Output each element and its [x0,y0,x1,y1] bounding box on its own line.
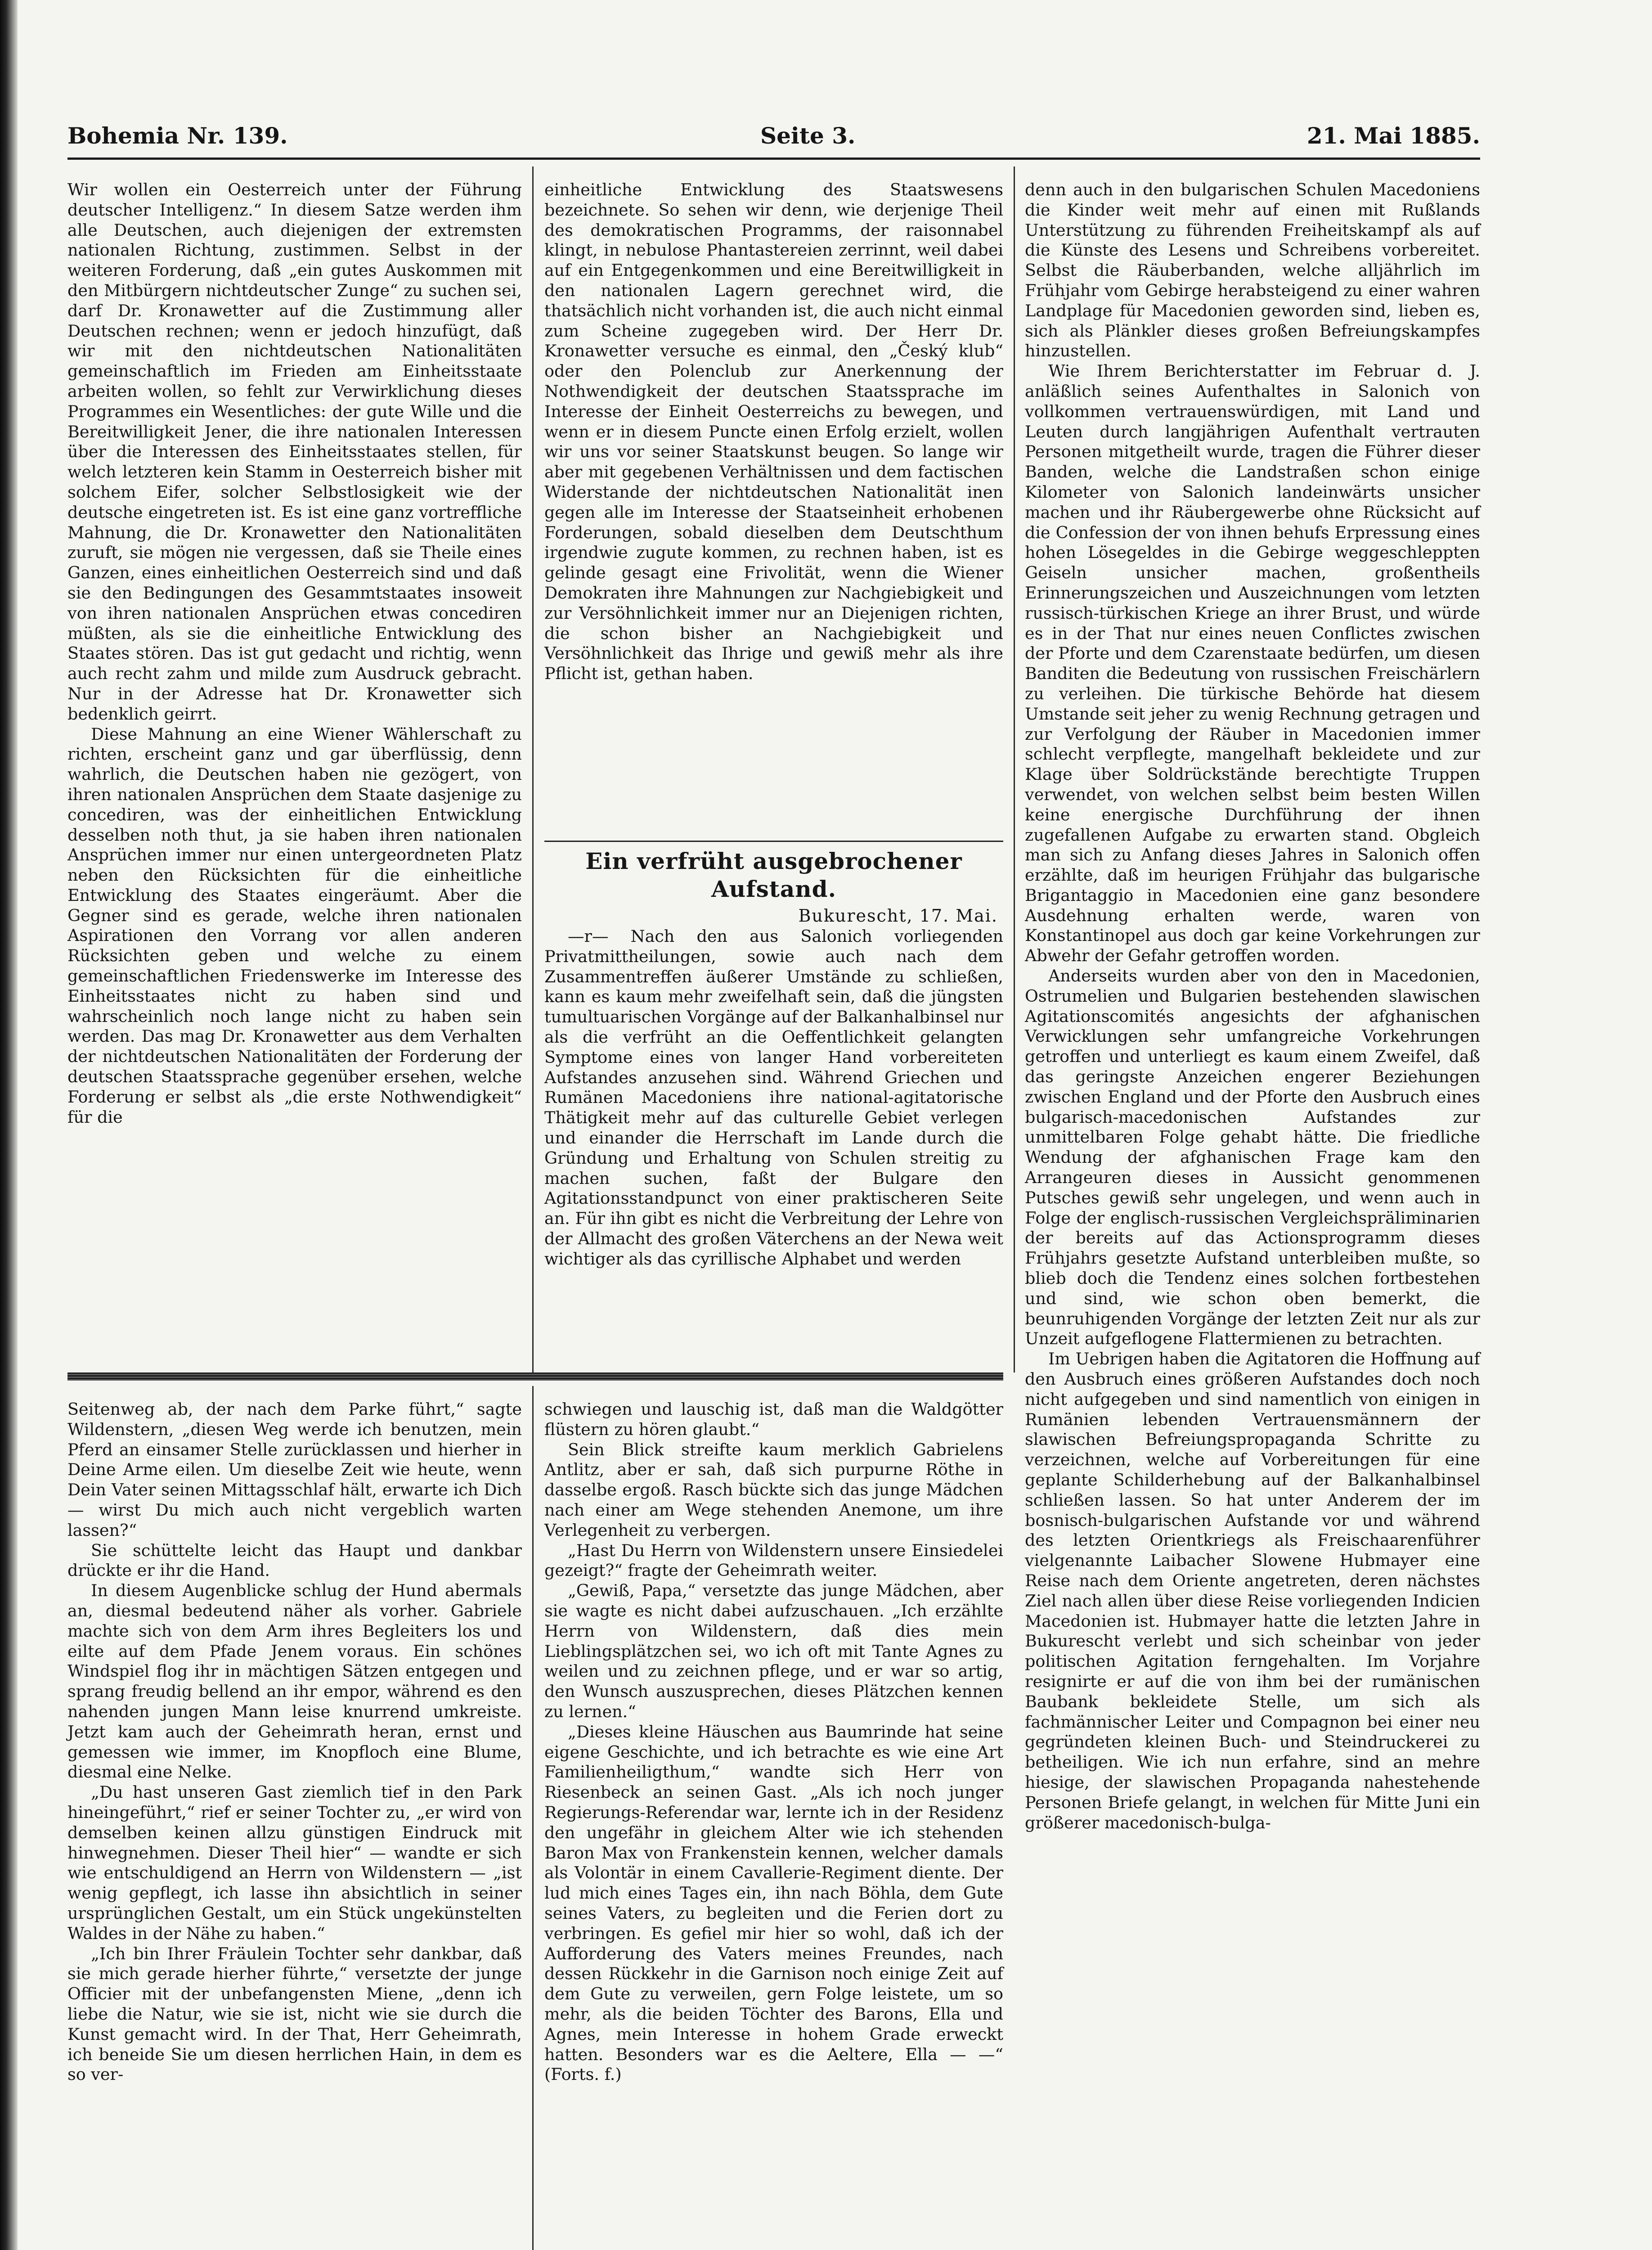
column-1-editorial [67,180,522,1368]
page-header [67,122,1480,157]
feuilleton-paragraph-5: „Ich bin Ihrer Fräulein Tochter sehr dankbar, daß sie mich gerade hierher führte,“ versetzte der junge Officier mit der unbefangensten Miene, „denn ich liebe die Natur, wie sie ist, nicht wie sie durch die Kunst gemacht wird. In der That, Herr Geheimrath, ich beneide Sie um diesen herrlichen Hain, in dem es so ver- [67,1944,522,2084]
editorial-paragraph-2: Diese Mahnung an eine Wiener Wählerschaft zu richten, erscheint ganz und gar überflüssig, denn wahrlich, die Deutschen haben nie gezögert, von ihren nationalen Ansprüchen dem Staate dasjenige zu concediren, was der einheitlichen Entwicklung desselben noth thut, ja sie haben ihren nationalen Ansprüchen immer nur einen untergeordneten Platz neben den Rücksichten für die einheitliche Entwicklung des Staates eingeräumt. Aber die Gegner sind es gerade, welche ihren nationalen Aspirationen den Vorrang vor allen anderen Rücksichten geben und welche zu einem gemeinschaftlichen Friedenswerke im Interesse des Einheitsstaates nicht zu haben sind und wahrscheinlich noch lange nicht zu haben sein werden. Das mag Dr. Kronawetter aus dem Verhalten der nichtdeutschen Nationalitäten der Forderung der deutschen Staatssprache gegenüber ersehen, welche Forderung er selbst als „die erste Nothwendigkeit“ für die [67,724,522,1127]
feuilleton-separator [67,1372,1003,1381]
feuilleton-paragraph-6: schwiegen und lauschig ist, daß man die Waldgötter flüstern zu hören glaubt.“ [544,1400,1003,1439]
editorial-paragraph-1: Wir wollen ein Oesterreich unter der Führung deutscher Intelligenz.“ In diesem Satze werden ihm alle Deutschen, auch diejenigen der extremsten nationalen Richtung, zustimmen. Selbst in der weiteren Forderung, daß „ein gutes Auskommen mit den Mitbürgern nichtdeutscher Zunge“ zu suchen sei, darf Dr. Kronawetter auf die Zustimmung aller Deutschen rechnen; wenn er jedoch hinzufügt, daß wir mit den nichtdeutschen Nationalitäten gemeinschaftlich im Frieden am Einheitsstaate arbeiten wollen, so fehlt zur Verwirklichung dieses Programmes ein Wesentliches: der gute Wille und die Bereitwilligkeit Jener, die ihre nationalen Interessen über die Interessen des Einheitsstaates stellen, für welch letzteren kein Stamm in Oesterreich bisher mit solchem Eifer, solcher Selbstlosigkeit wie der deutsche eingetreten ist. Es ist eine ganz vortreffliche Mahnung, die Dr. Kronawetter den Nationalitäten zuruft, sie mögen nie vergessen, daß sie Theile eines Ganzen, eines einheitlichen Oesterreich sind und daß sie den Bedingungen des Gesammtstaates insoweit von ihren nationalen Ansprüchen etwas concediren müßten, als sie die einheitliche Entwicklung des Staates stören. Das ist gut gedacht und richtig, wenn auch recht zahm und milde zum Ausdruck gebracht. Nur in der Adresse hat Dr. Kronawetter sich bedenklich geirrt. [67,180,522,724]
column-3 [1025,180,1481,1832]
feuilleton-paragraph-4: „Du hast unseren Gast ziemlich tief in den Park hineingeführt,“ rief er seiner Tochter zu, „er wird von demselben keinen allzu günstigen Eindruck mit hinwegnehmen. Dieser Theil hier“ — wandte er sich wie entschuldigend an Herrn von Wildenstern — „ist wenig gepflegt, ich lasse ihn absichtlich in seiner ursprünglichen Gestalt, um ein Stück ungekünstelten Waldes in der Nähe zu haben.“ [67,1782,522,1943]
article-title: Ein verfrüht ausgebrochener Aufstand. [585,848,962,902]
header-rule [67,158,1480,160]
feuilleton-paragraph-10: „Dieses kleine Häuschen aus Baumrinde hat seine eigene Geschichte, und ich betrachte es wie eine Art Familienheiligthum,“ wandte sich Herr von Riesenbeck an seinen Gast. „Als ich noch junger Regierungs-Referendar war, lernte ich in der Residenz den ungefähr in gleichem Alter wie ich stehenden Baron Max von Frankenstein kennen, welcher damals als Volontär in einem Cavallerie-Regiment diente. Der lud mich eines Tages ein, ihn nach Böhla, dem Gute seines Vaters, zu begleiten und die Ferien dort zu verbringen. Es gefiel mir hier so wohl, daß ich der Aufforderung des Vaters meines Freundes, nach dessen Rückkehr in die Garnison noch einige Zeit auf dem Gute zu verweilen, gern Folge leistete, um so mehr, als die beiden Töchter des Barons, Ella und Agnes, mein Interesse in hohem Grade erweckt hatten. Besonders war es die Aeltere, Ella — —“ (Forts. f.) [544,1722,1003,2084]
feuilleton-paragraph-8: „Hast Du Herrn von Wildenstern unsere Einsiedelei gezeigt?“ fragte der Geheimrath weiter. [544,1540,1003,1580]
header-publication: Bohemia Nr. 139. [67,122,288,149]
article-paragraph-2: denn auch in den bulgarischen Schulen Macedoniens die Kinder weit mehr auf einen mit Rußlands Unterstützung zu führenden Freiheitskampf als auf die Künste des Lesens und Schreibens vorbereitet. Selbst die Räuberbanden, welche alljährlich im Frühjahr vom Gebirge herabsteigend zu einer wahren Landplage für Macedonien geworden sind, lieben es, sich als Plänkler dieses großen Befreiungskampfes hinzustellen. [1025,180,1480,361]
feuilleton-paragraph-2: Sie schüttelte leicht das Haupt und dankbar drückte er ihr die Hand. [67,1540,522,1580]
article-paragraph-5: Im Uebrigen haben die Agitatoren die Hoffnung auf den Ausbruch eines größeren Aufstandes doch noch nicht aufgegeben und sind namentlich von einigen in Rumänien lebenden Vertrauensmännern der slawischen Befreiungspropaganda Schritte zu verzeichnen, welche auf Vorbereitungen für eine geplante Schilderhebung auf der Balkanhalbinsel schließen lassen. So hat unter Anderem der im bosnisch-bulgarischen Aufstande vor und während des letzten Orientkriegs als Freischaarenführer vielgenannte Laibacher Slowene Hubmayer eine Reise nach dem Oriente angetreten, deren nächstes Ziel nach allen über diese Reise vorliegenden Indicien Macedonien ist. Hubmayer hatte die letzten Jahre in Bukurescht verlebt und sich scheinbar von jeder politischen Agitation ferngehalten. Im Vorjahre resignirte er auf die von ihm bei der rumänischen Baubank bekleidete Stelle, um sich als fachmännischer Leiter und Compagnon bei einer neu gegründeten kleinen Buch- und Steindruckerei zu betheiligen. Wie ich nun erfahre, sind an mehre hiesige, der slawischen Propaganda nahestehende Personen Briefe gelangt, in welchen für Mitte Juni ein größerer macedonisch-bulga- [1025,1349,1481,1832]
feuilleton-column-1 [67,1400,522,2250]
editorial-continuation: einheitliche Entwicklung des Staatswesens bezeichnete. So sehen wir denn, wie derjenige Theil des demokratischen Programms, der raisonnabel klingt, in nebulose Phantastereien zerrinnt, weil dabei auf ein Entgegenkommen und eine Bereitwilligkeit in den nationalen Lagern gerechnet wird, die thatsächlich nicht vorhanden ist, die auch nicht einmal zum Scheine zugegeben wird. Der Herr Dr. Kronawetter versuche es einmal, den „Český klub“ oder den Polenclub zur Anerkennung der Nothwendigkeit der deutschen Staatssprache im Interesse der Einheit Oesterreichs zu bewegen, und wenn er in diesem Puncte einen Erfolg erzielt, wollen wir uns vor seiner Staatskunst beugen. So lange wir aber mit gegebenen Verhältnissen und dem factischen Widerstande der nichtdeutschen Nationalität inen gegen alle im Interesse der Staatseinheit erhobenen Forderungen, sobald dieselben dem Deutschthum irgendwie zugute kommen, zu rechnen haben, ist es gelinde gesagt eine Frivolität, wenn die Wiener Demokraten ihre Mahnungen zur Nachgiebigkeit und zur Versöhnlichkeit immer nur an Diejenigen richten, die schon bisher an Nachgiebigkeit und Versöhnlichkeit das Ihrige und gewiß mehr als ihre Pflicht ist, gethan haben. [544,180,1003,684]
column-rule-1 [532,166,534,1372]
feuilleton-paragraph-3: In diesem Augenblicke schlug der Hund abermals an, diesmal bedeutend näher als vorher. Gabriele machte sich von dem Arm ihres Begleiters los und eilte auf dem Pfade Jenem voraus. Ein schönes Windspiel flog ihr in mächtigen Sätzen entgegen und sprang freudig bellend an ihr empor, während es den nahenden jungen Mann leise knurrend umkreiste. Jetzt kam auch der Geheimrath heran, ernst und gemessen wie immer, im Knopfloch eine Blume, diesmal eine Nelke. [67,1581,522,1782]
article-paragraph-3: Wie Ihrem Berichterstatter im Februar d. J. anläßlich seines Aufenthaltes in Salonich von vollkommen vertrauenswürdigen, mit Land und Leuten durch langjährigen Aufenthalt vertrauten Personen mitgetheilt wurde, tragen die Führer dieser Banden, welche die Landstraßen schon einige Kilometer von Salonich landeinwärts unsicher machen und ihr Räubergewerbe ohne Rücksicht auf die Confession der von ihnen behufs Erpressung eines hohen Lösegeldes in die Gebirge weggeschleppten Geiseln unsicher machen, großentheils Erinnerungszeichen und Auszeichnungen vom letzten russisch-türkischen Kriege an ihrer Brust, und würde es in der That nur eines neuen Conflictes zwischen der Pforte und dem Czarenstaate bedürfen, um diesen Banditen die Bedeutung von russischen Freischärlern zu verleihen. Die türkische Behörde hat diesem Umstande seit jeher zu wenig Rechnung getragen und zur Verfolgung der Räuber in Macedonien immer schlecht verpflegte, mangelhaft bekleidete und zur Klage über Soldrückstände berechtigte Truppen verwendet, von welchen selbst beim besten Willen keine energische Durchführung der ihnen zugefallenen Aufgabe zu erwarten stand. Obgleich man sich zu Anfang dieses Jahres in Salonich offen erzählte, daß im heurigen Frühjahr das bulgarische Brigantaggio in Macedonien eine ganz besondere Ausdehnung erhalten werde, waren von Konstantinopel aus doch gar keine Vorkehrungen zur Abwehr der Gefahr getroffen worden. [1025,361,1480,966]
header-page-number: Seite 3. [760,122,856,149]
scan-binding-shadow [0,0,18,2250]
feuilleton-column-2 [544,1400,1003,2250]
article-dateline: Bukurescht, 17. Mai. [798,906,998,926]
feuilleton-paragraph-1: Seitenweg ab, der nach dem Parke führt,“ sagte Wildenstern, „diesen Weg werde ich benutzen, mein Pferd an einsamer Stelle zurücklassen und hierher in Deine Arme eilen. Um dieselbe Zeit wie heute, wenn Dein Vater seinen Mittagsschlaf hält, erwarte ich Dich — wirst Du mich auch nicht vergeblich warten lassen?“ [67,1400,522,1540]
article-paragraph-4: Anderseits wurden aber von den in Macedonien, Ostrumelien und Bulgarien bestehenden slawischen Agitationscomités angesichts der afghanischen Verwicklungen sehr umfangreiche Vorkehrungen getroffen und unterliegt es kaum einem Zweifel, daß das geringste Anzeichen engerer Beziehungen zwischen England und der Pforte den Ausbruch eines bulgarisch-macedonischen Aufstandes zur unmittelbaren Folge gehabt hätte. Die friedliche Wendung der afghanischen Frage kam den Arrangeuren dieses in Aussicht genommenen Putsches gewiß sehr ungelegen, und wenn auch in Folge der englisch-russischen Vergleichspräliminarien der bereits auf das Actionsprogramm dieses Frühjahrs gesetzte Aufstand unterbleiben mußte, so blieb doch die Tendenz eines solchen fortbestehen und sind, wie schon oben bemerkt, die beunruhigenden Vorgänge der letzten Zeit nur als zur Unzeit aufgeflogene Flattermienen zu betrachten. [1025,966,1480,1349]
feuilleton-paragraph-9: „Gewiß, Papa,“ versetzte das junge Mädchen, aber sie wagte es nicht dabei aufzuschauen. „Ich erzählte Herrn von Wildenstern, daß dies mein Lieblingsplätzchen sei, wo ich oft mit Tante Agnes zu weilen und zu zeichnen pflege, und er war so artig, den Wunsch auszusprechen, dieses Plätzchen kennen zu lernen.“ [544,1581,1003,1721]
article-paragraph-1: —r— Nach den aus Salonich vorliegenden Privatmittheilungen, sowie auch nach dem Zusammentreffen äußerer Umstände zu schließen, kann es kaum mehr zweifelhaft sein, daß die jüngsten tumultuarischen Vorgänge auf der Balkanhalbinsel nur als die verfrüht an die Oeffentlichkeit gelangten Symptome eines von langer Hand vorbereiteten Aufstandes anzusehen sind. Während Griechen und Rumänen Macedoniens ihre national-agitatorische Thätigkeit mehr auf das culturelle Gebiet verlegen und einander die Herrschaft im Lande durch die Gründung und Erhaltung von Schulen streitig zu machen suchen, faßt der Bulgare den Agitationsstandpunct von einer praktischeren Seite an. Für ihn gibt es nicht die Verbreitung der Lehre von der Allmacht des großen Väterchens an der Newa weit wichtiger als das cyrillische Alphabet und werden [544,927,1003,1269]
column-rule-2 [1014,166,1015,1372]
article-separator [544,841,1003,842]
column-2 [544,180,1003,1368]
header-date: 21. Mai 1885. [1306,122,1480,149]
feuilleton-paragraph-7: Sein Blick streifte kaum merklich Gabrielens Antlitz, aber er sah, daß sich purpurne Röthe in dasselbe ergoß. Rasch bückte sich das junge Mädchen nach einer am Wege stehenden Anemone, um ihre Verlegenheit zu verbergen. [544,1440,1003,1540]
feuilleton-column-rule [532,1386,534,2250]
